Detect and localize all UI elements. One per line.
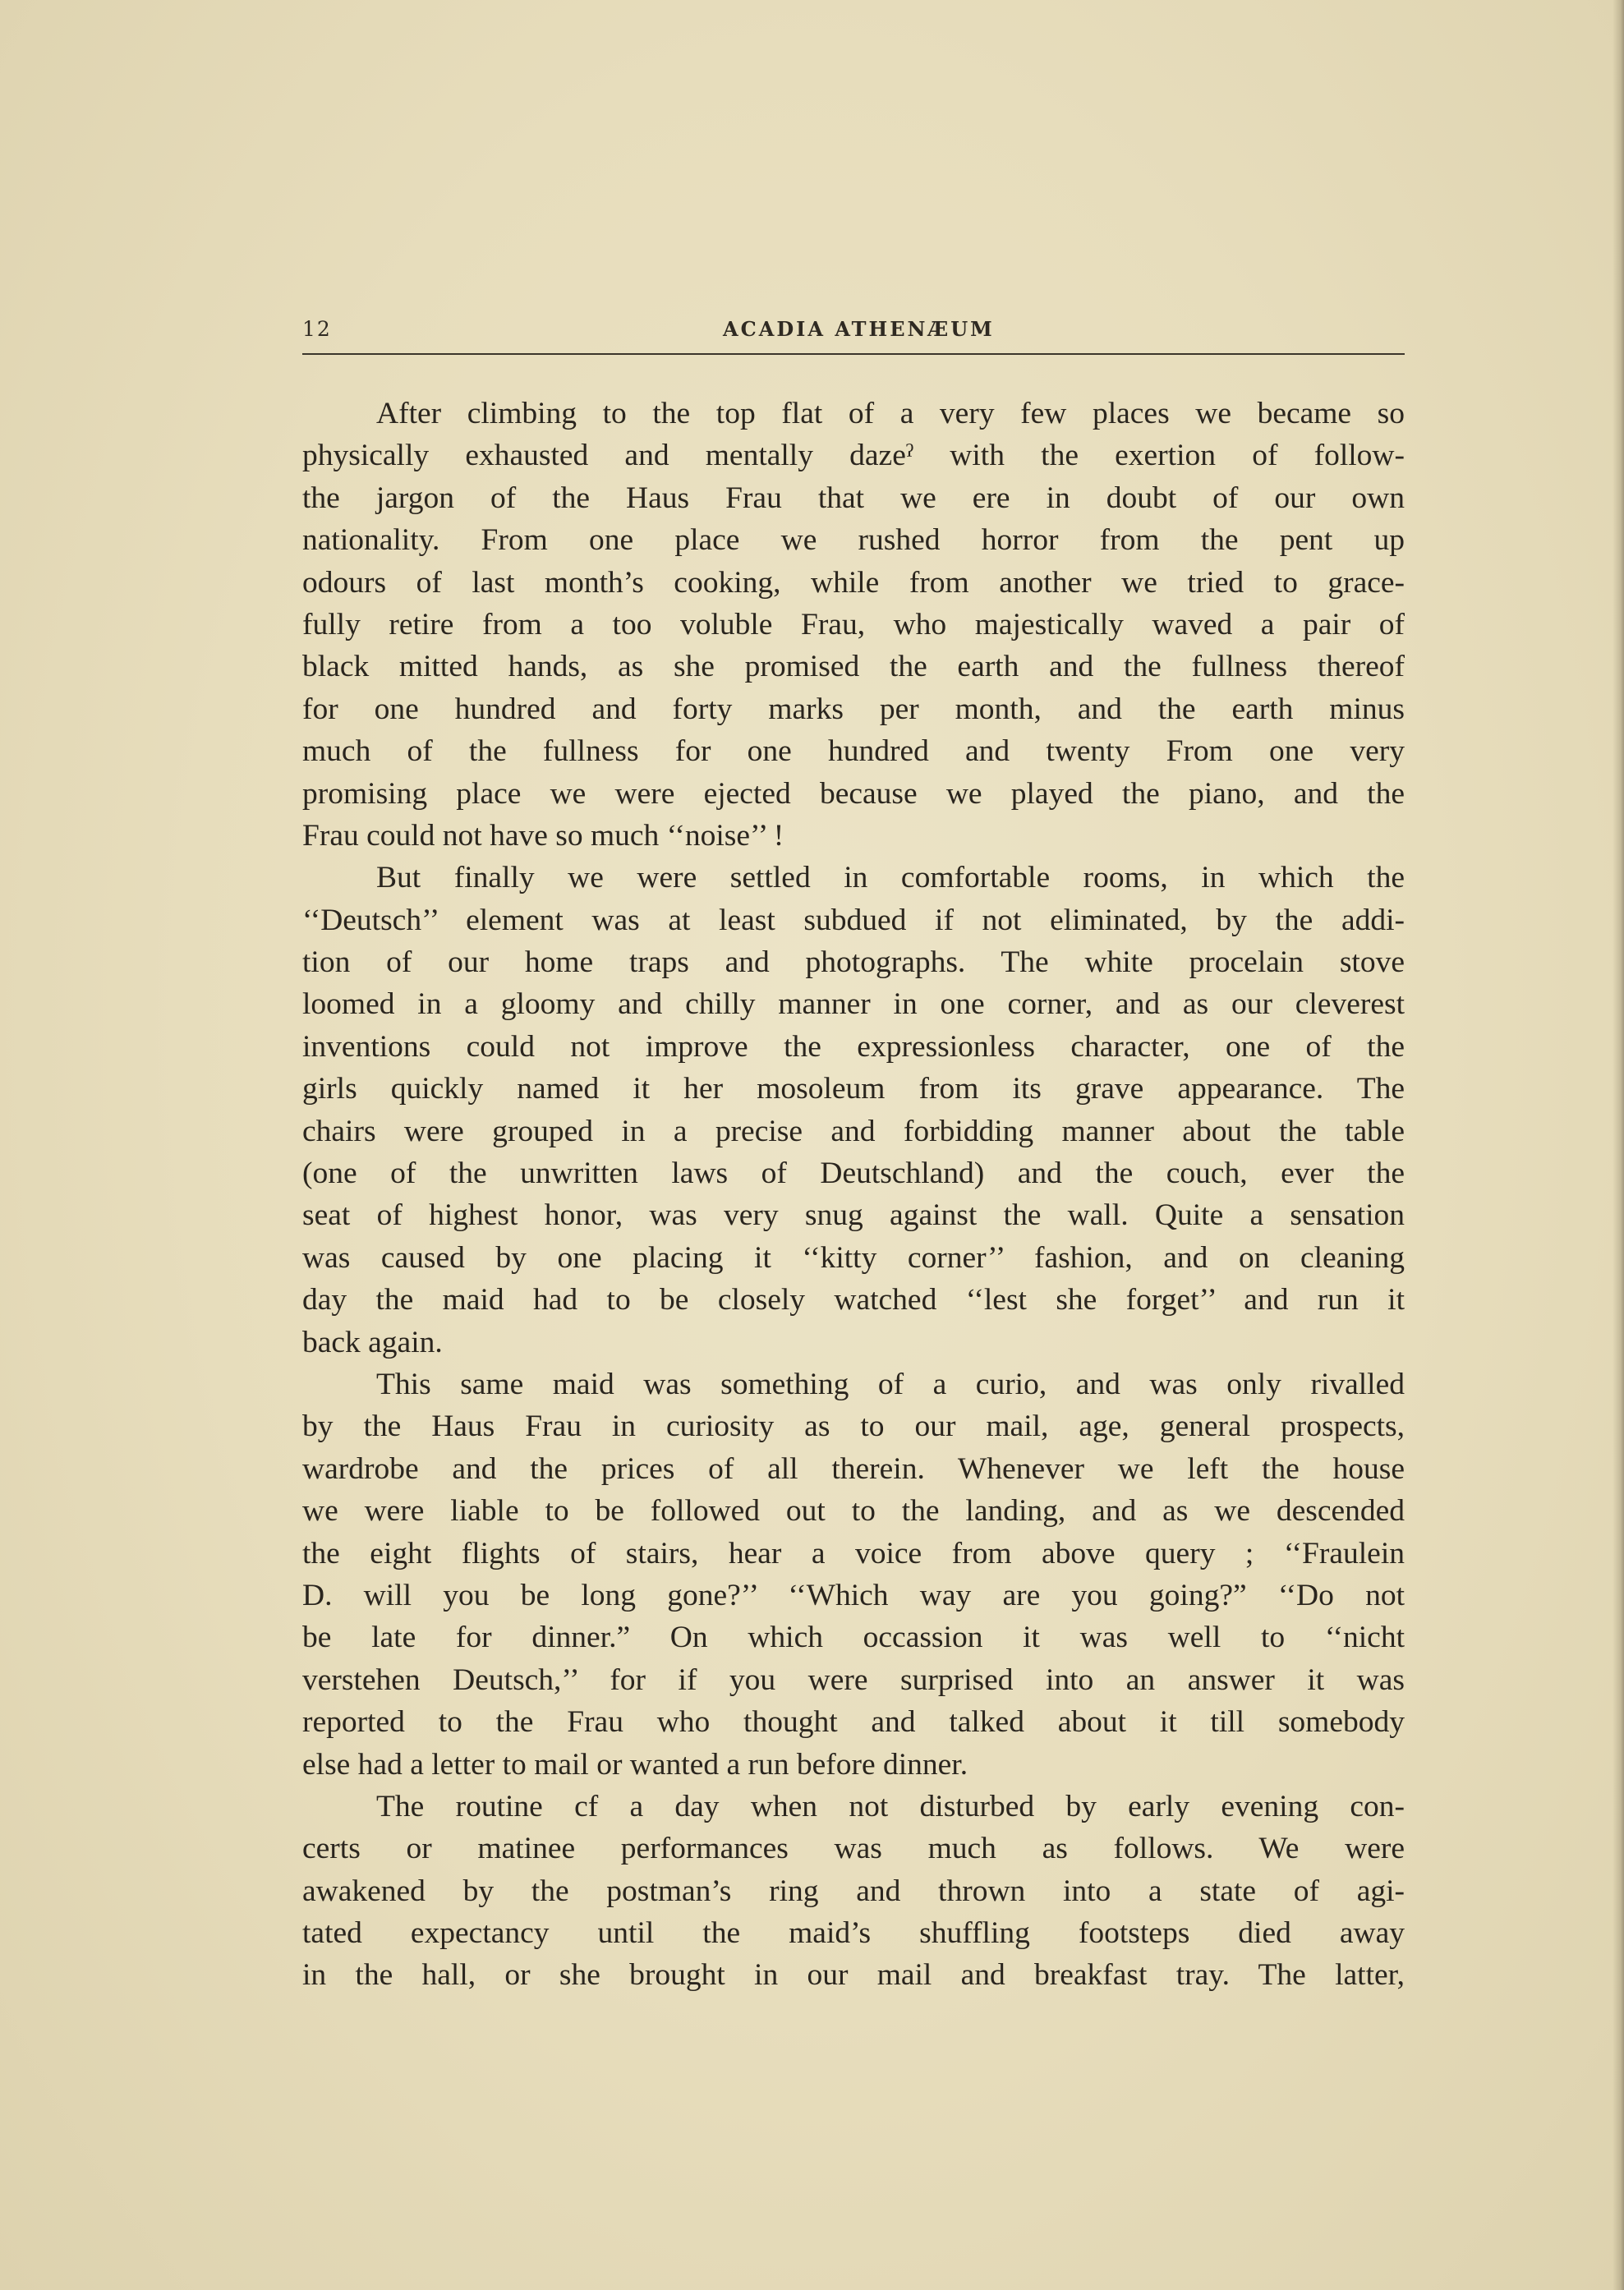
text-line: girls quickly named it her mosoleum from its grave appearance. The (302, 1072, 1405, 1106)
running-header (302, 314, 1405, 358)
text-line: black mitted hands, as she promised the earth and the fullness thereof (302, 650, 1405, 684)
page-number: 12 (302, 317, 332, 341)
text-line: After climbing to the top flat of a very few places we became so (376, 397, 1405, 430)
text-line: back again. (302, 1325, 443, 1359)
text-line: by the Haus Frau in curiosity as to our mail, age, general prospects, (302, 1409, 1405, 1444)
text-line: reported to the Frau who thought and talked about it till somebody (302, 1705, 1405, 1740)
text-line: fully retire from a too voluble Frau, who majestically waved a pair of (302, 607, 1405, 641)
text-line: was caused by one placing it ‘‘kitty corner’’ fashion, and on cleaning (302, 1240, 1405, 1275)
text-line: much of the fullness for one hundred and twenty From one very (302, 734, 1405, 769)
text-line: we were liable to be followed out to the landing, and as we descended (302, 1494, 1405, 1529)
text-line: seat of highest honor, was very snug against the wall. Quite a sensation (302, 1198, 1405, 1233)
text-line: The routine cf a day when not disturbed by early evening con- (376, 1789, 1405, 1823)
text-line: tion of our home traps and photographs. The white procelain stove (302, 945, 1405, 980)
text-line: tated expectancy until the maid’s shuffling footsteps died away (302, 1916, 1405, 1951)
text-line: verstehen Deutsch,’’ for if you were surprised into an answer it was (302, 1662, 1405, 1697)
text-line: nationality. From one place we rushed horror from the pent up (302, 523, 1405, 558)
text-line: physically exhausted and mentally dazeˀ with the exertion of follow- (302, 439, 1405, 473)
text-line: odours of last month’s cooking, while from another we tried to grace- (302, 565, 1405, 600)
text-line: the eight flights of stairs, hear a voice from above query ; ‘‘Fraulein (302, 1536, 1405, 1570)
text-line: the jargon of the Haus Frau that we ere in doubt of our own (302, 481, 1405, 515)
text-line: certs or matinee performances was much as follows. We were (302, 1832, 1405, 1866)
text-line: awakened by the postman’s ring and thrown into a state of agi- (302, 1874, 1405, 1908)
text-line: D. will you be long gone?’’ ‘‘Which way are you going?” ‘‘Do not (302, 1578, 1405, 1612)
text-line: This same maid was something of a curio, and was only rivalled (376, 1367, 1405, 1401)
text-line: inventions could not improve the expressionless character, one of the (302, 1029, 1405, 1064)
text-line: Frau could not have so much ‘‘noise’’ ! (302, 818, 784, 853)
text-line: day the maid had to be closely watched ‘‘lest she forget’’ and run it (302, 1283, 1405, 1317)
text-line: chairs were grouped in a precise and forbidding manner about the table (302, 1114, 1405, 1148)
text-line: in the hall, or she brought in our mail and breakfast tray. The latter, (302, 1958, 1405, 1993)
page-edge-shadow (1612, 0, 1624, 2290)
text-line: be late for dinner.” On which occassion it was well to ‘‘nicht (302, 1621, 1405, 1655)
text-line: wardrobe and the prices of all therein. Whenever we left the house (302, 1451, 1405, 1486)
text-line: But finally we were settled in comfortable rooms, in which the (376, 861, 1405, 895)
text-line: (one of the unwritten laws of Deutschland) and the couch, ever the (302, 1156, 1405, 1191)
body-text (302, 393, 1405, 1997)
header-rule (302, 353, 1405, 355)
text-line: for one hundred and forty marks per month, and the earth minus (302, 692, 1405, 726)
text-line: loomed in a gloomy and chilly manner in one corner, and as our cleverest (302, 987, 1405, 1022)
running-title: ACADIA ATHENÆUM (723, 317, 995, 341)
text-line: promising place we were ejected because we played the piano, and the (302, 776, 1405, 811)
text-line: else had a letter to mail or wanted a run before dinner. (302, 1747, 968, 1782)
text-line: ‘‘Deutsch’’ element was at least subdued if not eliminated, by the addi- (302, 903, 1405, 937)
